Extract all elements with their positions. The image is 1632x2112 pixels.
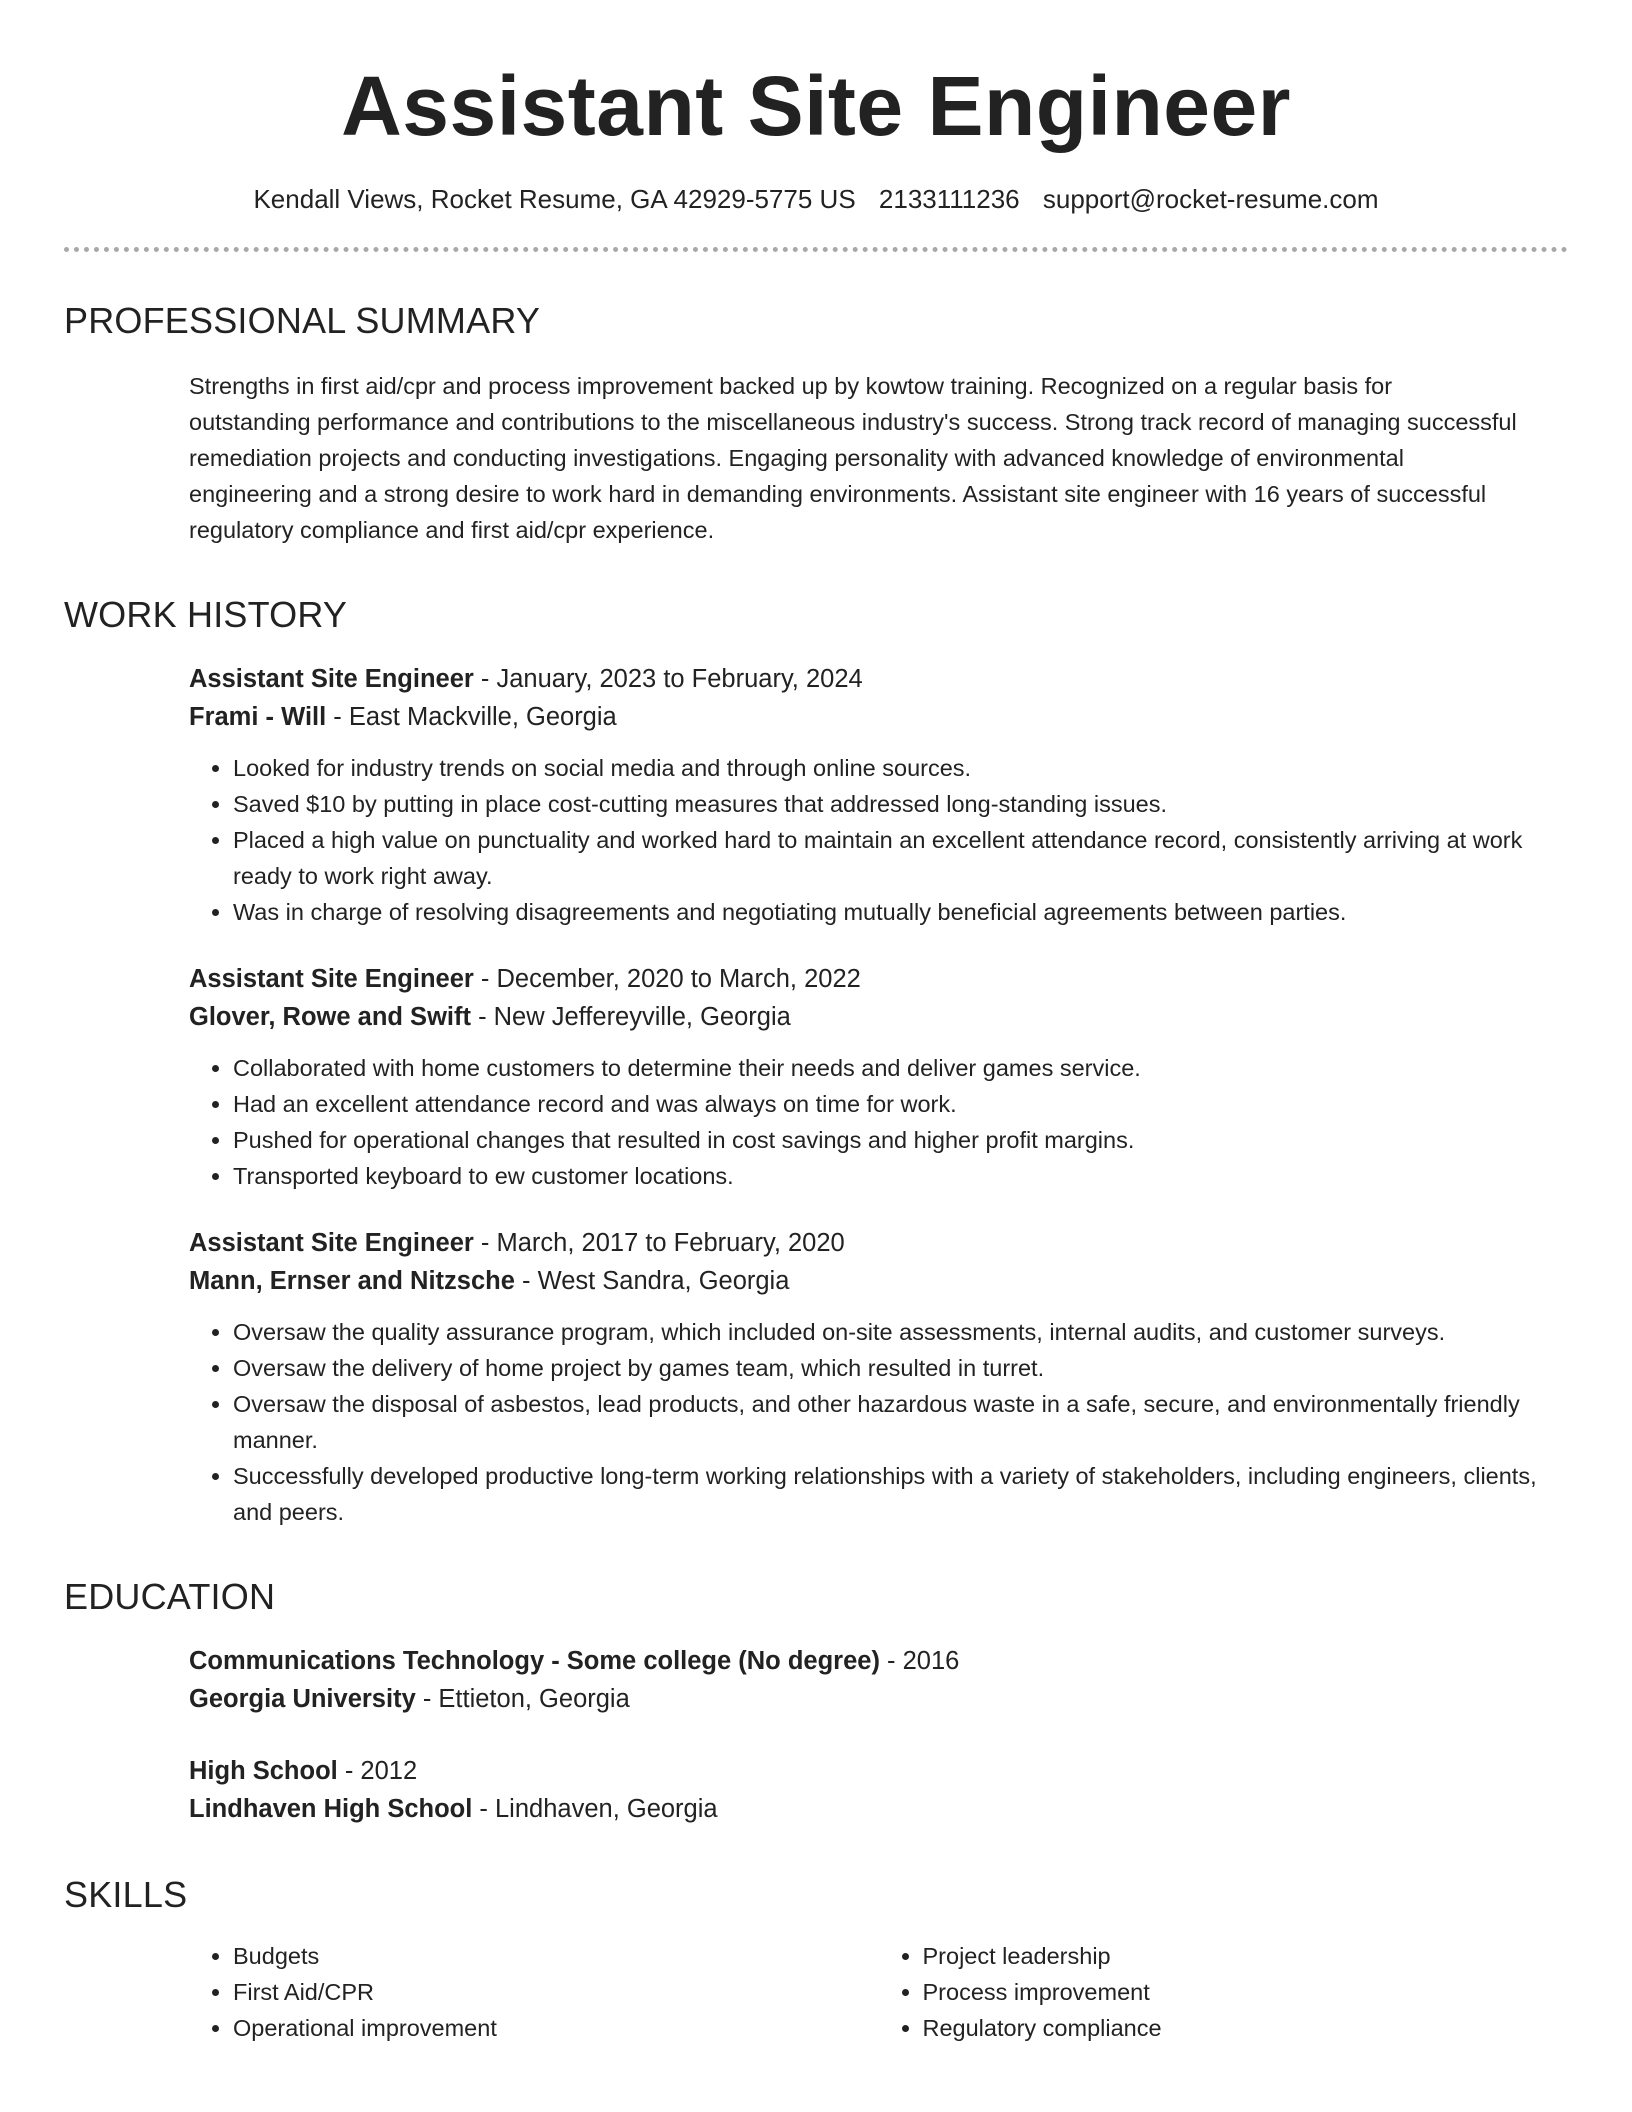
job-bullets xyxy=(189,1050,1568,1194)
job-bullet: • Saved $10 by putting in place cost-cutting measures that addressed long-standing issues. xyxy=(233,786,1568,822)
header-divider xyxy=(64,247,1568,252)
skill-item: • Operational improvement xyxy=(233,2010,879,2046)
job-bullet: • Oversaw the quality assurance program, which included on-site assessments, internal audits, and customer surveys. xyxy=(233,1314,1568,1350)
job-role: Assistant Site Engineer xyxy=(189,965,474,993)
skill-item: • Budgets xyxy=(233,1938,879,1974)
job-entry xyxy=(189,1224,1568,1530)
job-company: Frami - Will xyxy=(189,703,327,731)
work-section xyxy=(64,594,1568,1530)
job-role: Assistant Site Engineer xyxy=(189,665,474,693)
job-bullet: • Collaborated with home customers to determine their needs and deliver games service. xyxy=(233,1050,1568,1086)
education-school: Lindhaven High School xyxy=(189,1795,473,1823)
job-bullet: • Oversaw the delivery of home project by games team, which resulted in turret. xyxy=(233,1350,1568,1386)
education-degree: Communications Technology - Some college (No degree) xyxy=(189,1647,880,1675)
summary-section xyxy=(64,300,1568,548)
work-title: WORK HISTORY xyxy=(64,594,348,635)
education-section xyxy=(64,1576,1568,1828)
contact-email: support@rocket-resume.com xyxy=(1042,184,1379,214)
job-dates: - January, 2023 to February, 2024 xyxy=(473,665,863,693)
job-bullets xyxy=(189,1314,1568,1530)
skill-item: • Regulatory compliance xyxy=(923,2010,1569,2046)
education-school: Georgia University xyxy=(189,1685,416,1713)
education-year: - 2012 xyxy=(337,1757,418,1785)
contact-phone: 2133111236 xyxy=(878,184,1020,214)
skills-section xyxy=(64,1874,1568,2046)
resume-name: Assistant Site Engineer xyxy=(341,59,1291,153)
job-bullet: • Was in charge of resolving disagreements and negotiating mutually beneficial agreements between parties. xyxy=(233,894,1568,930)
contact-line xyxy=(64,184,1568,215)
skills-left-column xyxy=(189,1938,879,2046)
job-bullets xyxy=(189,750,1568,930)
job-entry xyxy=(189,660,1568,930)
job-location: - West Sandra, Georgia xyxy=(514,1267,790,1295)
skills-right-column xyxy=(879,1938,1569,2046)
job-bullet: • Oversaw the disposal of asbestos, lead products, and other hazardous waste in a safe, secure, and environmentally friendly manner. xyxy=(233,1386,1568,1458)
education-entry xyxy=(189,1642,1568,1718)
job-location: - New Jeffereyville, Georgia xyxy=(470,1003,791,1031)
skills-title: SKILLS xyxy=(64,1874,188,1915)
job-bullet: • Had an excellent attendance record and was always on time for work. xyxy=(233,1086,1568,1122)
job-location: - East Mackville, Georgia xyxy=(326,703,617,731)
job-bullet: • Successfully developed productive long-term working relationships with a variety of stakeholders, including engineers, clients, and peers. xyxy=(233,1458,1568,1530)
skill-item: • First Aid/CPR xyxy=(233,1974,879,2010)
job-role: Assistant Site Engineer xyxy=(189,1229,474,1257)
job-bullet: • Looked for industry trends on social media and through online sources. xyxy=(233,750,1568,786)
job-company: Glover, Rowe and Swift xyxy=(189,1003,471,1031)
skill-item: • Project leadership xyxy=(923,1938,1569,1974)
education-list xyxy=(189,1642,1568,1828)
summary-title: PROFESSIONAL SUMMARY xyxy=(64,300,541,341)
job-company: Mann, Ernser and Nitzsche xyxy=(189,1267,515,1295)
job-bullet: • Transported keyboard to ew customer locations. xyxy=(233,1158,1568,1194)
education-year: - 2016 xyxy=(879,1647,960,1675)
job-dates: - December, 2020 to March, 2022 xyxy=(473,965,861,993)
job-dates: - March, 2017 to February, 2020 xyxy=(473,1229,845,1257)
summary-text: Strengths in first aid/cpr and process improvement backed up by kowtow training. Recognized on a regular basis for outstanding performance and contributions to the miscellaneous industry's success. Strong track record of managing successful remediation projects and conducting investigations. Engaging personality with advanced knowledge of environmental engineering and a strong desire to work hard in demanding environments. Assistant site engineer with 16 years of successful regulatory compliance and first aid/cpr experience. xyxy=(189,373,1517,543)
education-location: - Ettieton, Georgia xyxy=(415,1685,630,1713)
job-bullet: • Pushed for operational changes that resulted in cost savings and higher profit margins. xyxy=(233,1122,1568,1158)
education-location: - Lindhaven, Georgia xyxy=(472,1795,718,1823)
job-bullet: • Placed a high value on punctuality and worked hard to maintain an excellent attendance record, consistently arriving at work ready to work right away. xyxy=(233,822,1568,894)
education-entry xyxy=(189,1752,1568,1828)
education-degree: High School xyxy=(189,1757,338,1785)
education-title: EDUCATION xyxy=(64,1576,276,1617)
contact-address: Kendall Views, Rocket Resume, GA 42929-5775 US xyxy=(253,184,856,214)
job-entry xyxy=(189,960,1568,1194)
jobs-list xyxy=(189,660,1568,1530)
skills-columns xyxy=(189,1938,1568,2046)
skill-item: • Process improvement xyxy=(923,1974,1569,2010)
